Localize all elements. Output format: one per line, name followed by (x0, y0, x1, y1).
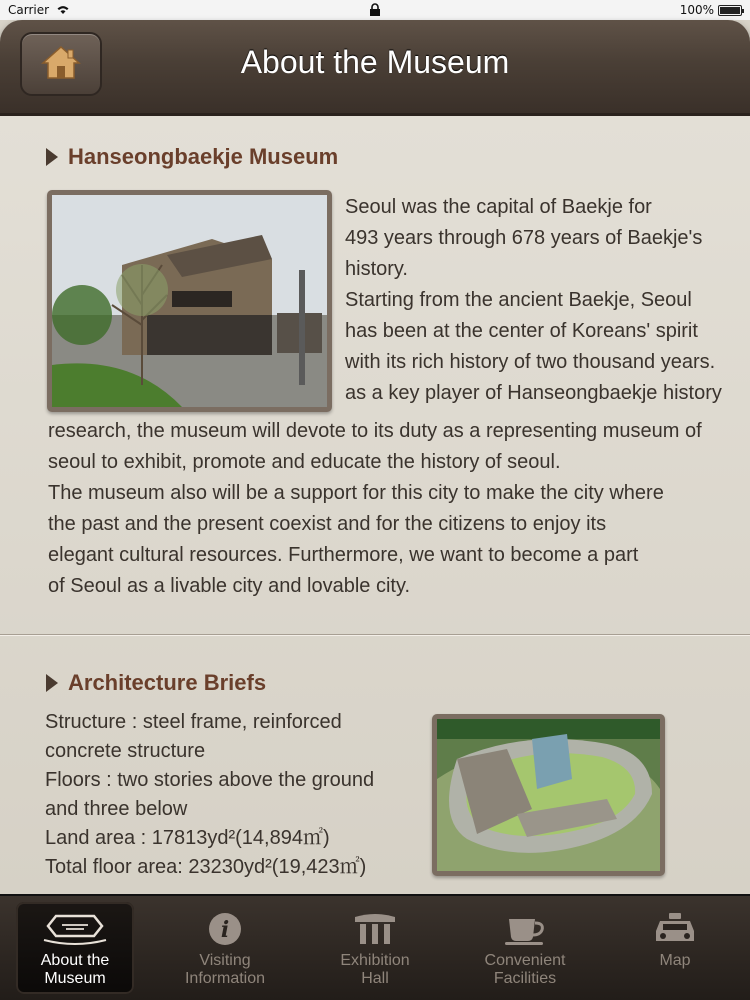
gate-icon (353, 910, 397, 948)
text-line: 493 years through 678 years of Baekje's (345, 227, 703, 249)
battery-percent: 100% (679, 3, 714, 17)
battery-icon (718, 5, 742, 16)
tab-bar (0, 894, 750, 1000)
section-title-architecture (46, 670, 266, 696)
tab-label: Map (659, 952, 691, 969)
text-line: of Seoul as a livable city and lovable city. (48, 575, 411, 597)
text-line: seoul to exhibit, promote and educate the history of seoul. (48, 451, 561, 473)
taxi-icon (652, 910, 698, 948)
museum-photo (47, 190, 332, 412)
tab-label: Exhibition Hall (340, 952, 410, 987)
triangle-bullet-icon (46, 674, 58, 692)
text-line: the past and the present coexist and for the citizens to enjoy its (48, 513, 607, 535)
cut-off-text (45, 882, 465, 894)
text-line: The museum also will be a support for this city to make the city where (48, 482, 664, 504)
tab-map[interactable] (616, 902, 734, 994)
text-line: with its rich history of two thousand years. (345, 351, 716, 373)
page-title: About the Museum (240, 44, 510, 80)
status-bar (0, 0, 750, 20)
text-line: Total floor area: 23230yd²(19,423㎡) (45, 856, 367, 878)
intro-text-full (48, 416, 728, 602)
text-line: history. (345, 258, 408, 280)
section-title-text: Architecture Briefs (68, 670, 267, 695)
tab-label: About the Museum (40, 952, 110, 987)
text-line: Land area : 17813yd²(14,894㎡) (45, 827, 330, 849)
tab-visiting-information[interactable] (166, 902, 284, 994)
lock-icon (368, 3, 382, 17)
wifi-icon (55, 3, 71, 18)
tab-exhibition-hall[interactable] (316, 902, 434, 994)
section-title-text: Hanseongbaekje Museum (68, 144, 339, 169)
triangle-bullet-icon (46, 148, 58, 166)
content-area[interactable] (0, 116, 750, 894)
text-line: as a key player of Hanseongbaekje history (345, 382, 722, 404)
section-title-museum (46, 144, 338, 170)
tab-about-museum[interactable] (16, 902, 134, 994)
nav-header (0, 20, 750, 116)
text-line: concrete structure (45, 740, 206, 762)
text-line: and three below (45, 798, 188, 820)
text-line: has been at the center of Koreans' spirit (345, 320, 698, 342)
tab-convenient-facilities[interactable] (466, 902, 584, 994)
text-line: Structure : steel frame, reinforced (45, 711, 342, 733)
tab-label: Convenient Facilities (484, 952, 566, 987)
coffee-icon (503, 910, 547, 948)
info-icon (207, 910, 243, 948)
svg-text:i: i (220, 917, 230, 943)
text-line: Seoul was the capital of Baekje for (345, 196, 652, 218)
intro-text-wrapped (345, 192, 745, 409)
architecture-text (45, 708, 425, 882)
museum-logo-icon (40, 910, 110, 948)
tab-label: Visiting Information (184, 952, 266, 987)
text-line: research, the museum will devote to its duty as a representing museum of (48, 420, 702, 442)
carrier-label: Carrier (8, 3, 50, 17)
section-divider (0, 634, 750, 636)
text-line: Starting from the ancient Baekje, Seoul (345, 289, 692, 311)
architecture-photo (432, 714, 665, 876)
text-line: elegant cultural resources. Furthermore, we want to become a part (48, 544, 639, 566)
text-line: Floors : two stories above the ground (45, 769, 375, 791)
